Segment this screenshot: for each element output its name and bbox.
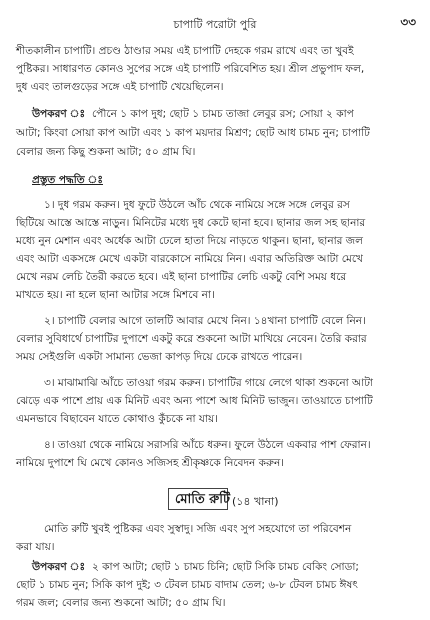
ingredients-label: উপকরণ ঃ <box>32 561 86 573</box>
intro-line: শীতকালীন চাপাটি। প্রচণ্ড ঠাণ্ডার সময় এই চাপাটি দেহকে গরম রাখে এবং তা খুবই <box>16 45 354 57</box>
step-line: সময় সেইগুলি একটা সামান্য ভেজা কাপড় দিয়ে ঢেকে রাখতে পারেন। <box>16 351 303 363</box>
step-line: ৪। তাওয়া থেকে নামিয়ে সরাসরি আঁচে ধরুন। ফুলে উঠলে একবার পাশ ফেরান। <box>44 439 371 451</box>
ingredients-label: উপকরণ ঃ <box>32 108 86 120</box>
step-line: এমনভাবে বিছাবেন যাতে কোথাও কুঁচকে না যায়। <box>16 413 218 425</box>
step-line: বেলার সুবিধার্থে চাপাটির দুপাশে একটু করে শুকনো আটা মাখিয়ে নেবেন। তৈরি করার <box>16 333 367 345</box>
section-title: মোতি রুটি <box>175 492 231 507</box>
ingredients-line: ছোট ১ চামচ নুন; সিকি কাপ দুই; ৩ টেবল চামচ বাদাম তেল; ৬-৮ টেবল চামচ ঈষৎ <box>16 579 358 591</box>
ingredients-line: পৌনে ১ কাপ দুধ; ছোট ১ চামচ তাজা লেবুর রস; সোয়া ২ কাপ <box>92 108 354 120</box>
ingredients-line: ২ কাপ আটা; ছোট ১ চামচ চিনি; ছোট সিকি চামচ বেকিং সোডা; <box>92 561 359 573</box>
step-line: ১। দুধ গরম করুন। দুধ ফুটে উঠলে আঁচ থেকে নামিয়ে সঙ্গে সঙ্গে লেবুর রস <box>44 199 350 211</box>
step-line: মাখতে হয়। না হলে ছানা আটার সঙ্গে মিশবে না। <box>16 289 215 301</box>
page-header-title: চাপাটি পরোটা পুরি <box>173 18 257 31</box>
step-line: ছিটিয়ে আস্তে আস্তে নাড়ুন। মিনিটের মধ্যে দুধ কেটে ছানা হবে। ছানার জল সহ ছানার <box>16 217 366 229</box>
step-line: ৩। মাঝামাঝি আঁচে তাওয়া গরম করুন। চাপাটির গায়ে লেগে থাকা শুকনো আটা <box>44 377 373 389</box>
step-line: ঝেড়ে এক পাশে প্রায় এক মিনিট এবং অন্য পাশে আধ মিনিট ভাজুন। তাওয়াতে চাপাটি <box>16 395 373 407</box>
step-line: এবং আটা একসঙ্গে মেখে একটা বারকোসে নামিয়ে নিন। এবার অতিরিক্ত আটা মেখে <box>16 253 363 265</box>
page-number: ৩৩ <box>400 15 416 29</box>
step-line: মধ্যে নুন মেশান এবং অর্ধেক আটা ঢেলে হাতা দিয়ে নাড়তে থাকুন। ছানা, ছানার জল <box>16 235 363 247</box>
ingredients-line: গরম জল; বেলার জন্য শুকনো আটা; ৫০ গ্রাম ঘি। <box>16 597 226 609</box>
step-line: ২। চাপাটি বেলার আগে তালটি আবার মেখে নিন। ১৪খানা চাপাটি বেলে নিন। <box>44 315 366 327</box>
step-line: মেখে নরম লেচি তৈরী করতে হবে। এই ছানা চাপাটির লেচি একটু বেশি সময় ধরে <box>16 271 347 283</box>
section-intro-line: মোতি রুটি খুবই পুষ্টিকর এবং সুস্বাদু। সজি এবং সুপ সহযোগে তা পরিবেশন <box>44 523 352 535</box>
ingredients-line: আটা; কিংবা সোয়া কাপ আটা এবং ১ কাপ ময়দার মিশ্রণ; ছোট আধ চামচ নুন; চাপাটি <box>16 127 370 139</box>
method-label: প্রস্তুত পদ্ধতি ঃ <box>32 174 103 186</box>
section-intro-line: করা যায়। <box>16 541 55 553</box>
ingredients-line: বেলার জন্য কিছু শুকনা আটা; ৫০ গ্রাম ঘি। <box>16 146 196 158</box>
section-yield: (১৪ খানা) <box>232 495 279 508</box>
intro-line: পুষ্টিকর। সাধারণত কোনও সুপের সঙ্গে এই চাপাটি পরিবেশিত হয়। শ্রীল প্রভুপাদ ফল, <box>16 63 365 75</box>
step-line: নামিয়ে দুপাশে ঘি মেখে কোনও সজিসহ শ্রীকৃষ্ণকে নিবেদন করুন। <box>16 457 284 469</box>
intro-line: দুধ এবং তালগুড়ের সঙ্গে এই চাপাটি খেয়েছিলেন। <box>16 81 224 93</box>
